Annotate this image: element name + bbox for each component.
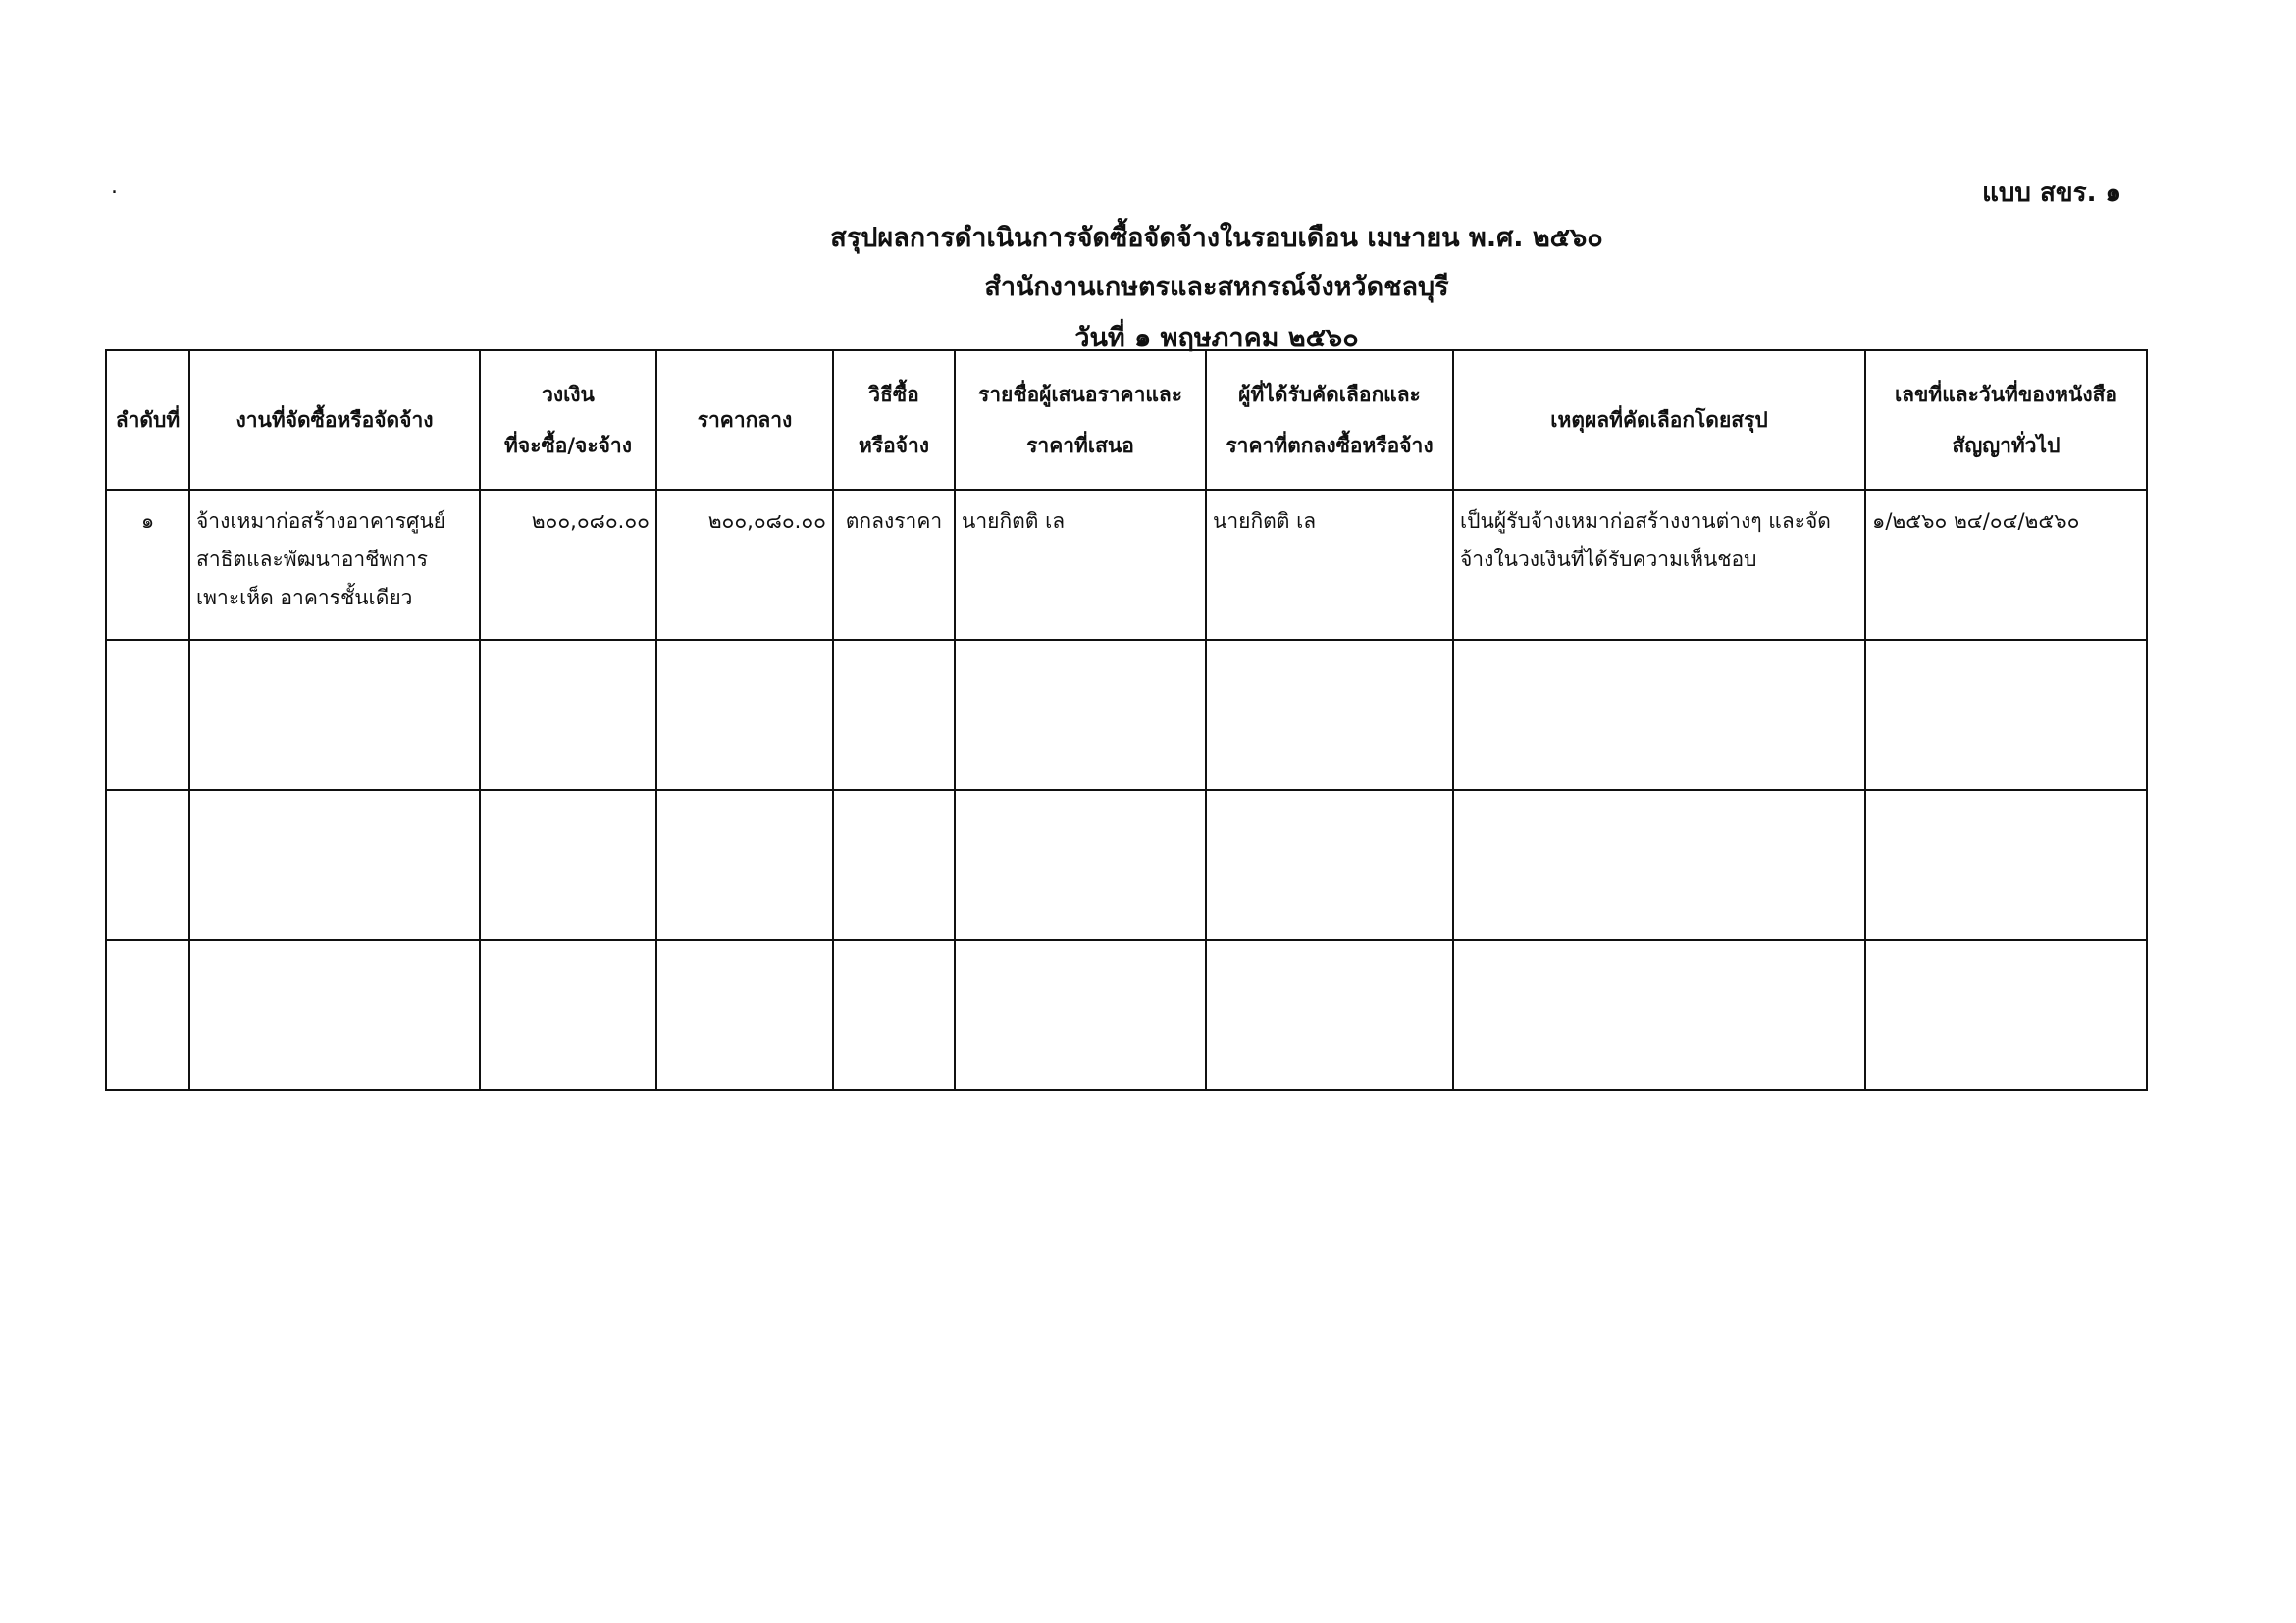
empty-cell — [189, 640, 480, 790]
table-row-empty — [106, 640, 2147, 790]
col-header-bidders: รายชื่อผู้เสนอราคาและ ราคาที่เสนอ — [955, 350, 1206, 490]
empty-cell — [189, 940, 480, 1090]
empty-cell — [480, 640, 656, 790]
empty-cell — [480, 940, 656, 1090]
empty-cell — [656, 790, 833, 940]
empty-cell — [1206, 640, 1453, 790]
empty-cell — [1865, 940, 2147, 1090]
table-row-empty — [106, 940, 2147, 1090]
table-row-empty — [106, 790, 2147, 940]
cell-median-price: ๒๐๐,๐๘๐.๐๐ — [656, 490, 833, 640]
cell-budget: ๒๐๐,๐๘๐.๐๐ — [480, 490, 656, 640]
cell-bidders: นายกิตติ เล — [955, 490, 1206, 640]
empty-cell — [1453, 940, 1865, 1090]
col-header-no: ลำดับที่ — [106, 350, 189, 490]
procurement-table — [105, 349, 2148, 1091]
empty-cell — [1206, 940, 1453, 1090]
table-row — [106, 490, 2147, 640]
empty-cell — [955, 640, 1206, 790]
empty-cell — [1865, 790, 2147, 940]
col-header-budget: วงเงิน ที่จะซื้อ/จะจ้าง — [480, 350, 656, 490]
empty-cell — [1453, 640, 1865, 790]
col-header-selected: ผู้ที่ได้รับคัดเลือกและ ราคาที่ตกลงซื้อหรือจ้าง — [1206, 350, 1453, 490]
empty-cell — [955, 790, 1206, 940]
empty-cell — [656, 640, 833, 790]
cell-selected: นายกิตติ เล — [1206, 490, 1453, 640]
empty-cell — [955, 940, 1206, 1090]
empty-cell — [1453, 790, 1865, 940]
cell-no: ๑ — [106, 490, 189, 640]
cell-method: ตกลงราคา — [833, 490, 955, 640]
report-date: วันที่ ๑ พฤษภาคม ๒๕๖๐ — [1074, 323, 1359, 353]
col-header-method: วิธีซื้อ หรือจ้าง — [833, 350, 955, 490]
form-code: แบบ สขร. ๑ — [1982, 179, 2121, 208]
col-header-work: งานที่จัดซื้อหรือจัดจ้าง — [189, 350, 480, 490]
empty-cell — [656, 940, 833, 1090]
col-header-contract: เลขที่และวันที่ของหนังสือ สัญญาทั่วไป — [1865, 350, 2147, 490]
empty-cell — [1865, 640, 2147, 790]
report-title: สรุปผลการดำเนินการจัดซื้อจัดจ้างในรอบเดือน เมษายน พ.ศ. ๒๕๖๐ — [830, 223, 1603, 253]
col-header-reason: เหตุผลที่คัดเลือกโดยสรุป — [1453, 350, 1865, 490]
office-name: สำนักงานเกษตรและสหกรณ์จังหวัดชลบุรี — [984, 272, 1449, 302]
empty-cell — [1206, 790, 1453, 940]
cell-reason: เป็นผู้รับจ้างเหมาก่อสร้างงานต่างๆ และจัด จ้างในวงเงินที่ได้รับความเห็นชอบ — [1453, 490, 1865, 640]
cell-contract: ๑/๒๕๖๐ ๒๔/๐๔/๒๕๖๐ — [1865, 490, 2147, 640]
empty-cell — [833, 940, 955, 1090]
stray-dot: . — [111, 175, 118, 199]
empty-cell — [833, 640, 955, 790]
empty-cell — [106, 640, 189, 790]
cell-work: จ้างเหมาก่อสร้างอาคารศูนย์ สาธิตและพัฒนาอาชีพการ เพาะเห็ด อาคารชั้นเดียว — [189, 490, 480, 640]
table-header-row — [106, 350, 2147, 490]
empty-cell — [106, 790, 189, 940]
empty-cell — [189, 790, 480, 940]
empty-cell — [106, 940, 189, 1090]
empty-cell — [480, 790, 656, 940]
col-header-median-price: ราคากลาง — [656, 350, 833, 490]
empty-cell — [833, 790, 955, 940]
